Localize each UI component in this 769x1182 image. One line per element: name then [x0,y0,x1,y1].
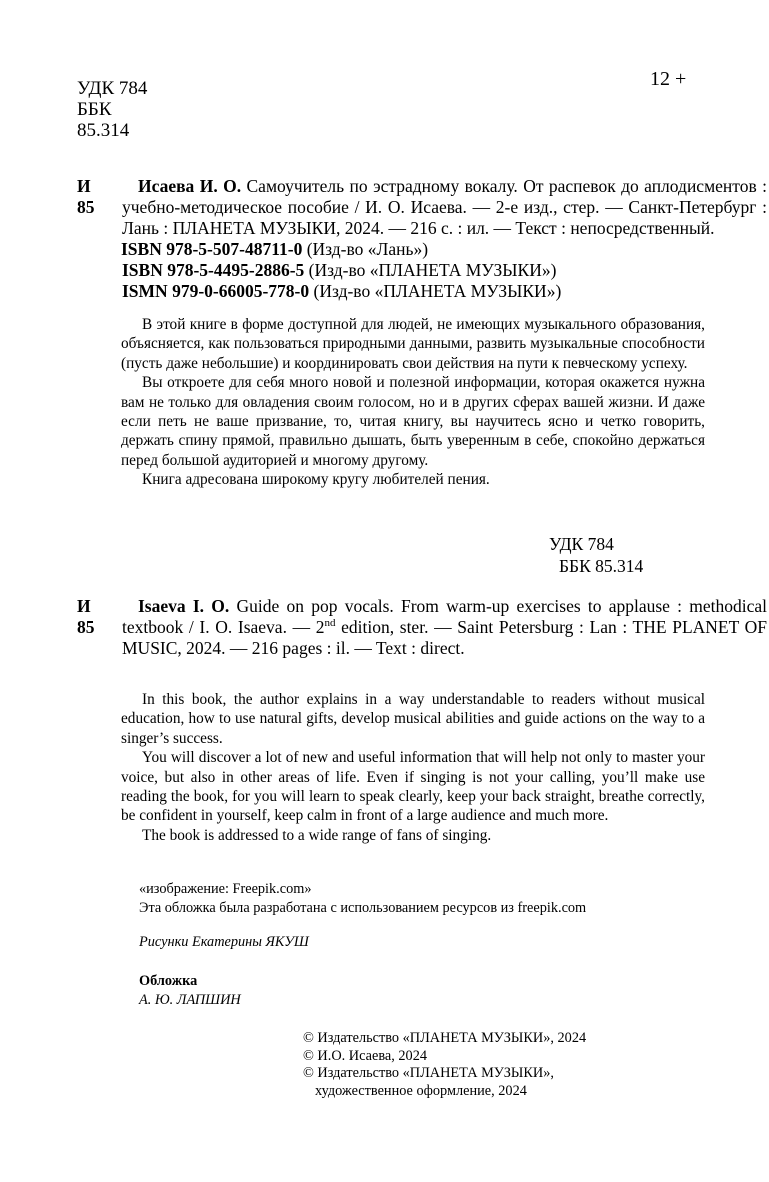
bbk-code: ББК 85.314 [559,556,644,576]
bbk-label: ББК [77,99,112,120]
ru-annotation-p3: Книга адресована широкому кругу любителей пения. [142,471,490,489]
ru-entry-author: Исаева И. О. [138,176,242,196]
en-annotation-p1: In this book, the author explains in a way understandable to readers without musical education, how to use natural gifts, develop musical abilities and guide actions on the way to a singer’s success. [121,691,705,747]
udk-code: УДК 784 [549,534,614,554]
ru-annotation-p2: Вы откроете для себя много новой и полезной информации, которая окажется нужна вам не только для овладения своим голосом, но и в других сферах вашей жизни. И даже если петь не ваше призвание, то, читая книгу, вы научитесь ясно и четко говорить, держать спину прямой, правильно дышать, быть уверенным в себе, спокойно держаться перед большой аудиторией и многому другому. [121,374,705,469]
copyright-block [303,1030,586,1100]
copyright-line-1: © Издательство «ПЛАНЕТА МУЗЫКИ», 2024 [303,1030,587,1046]
ru-annotation-p1: В этой книге в форме доступной для людей, не имеющих музыкального образования, объясняется, как пользоваться природными данными, развить музыкальные способности (пусть даже небольшие) и координировать свои действия на пути к певческому успеху. [121,316,705,372]
en-annotation-p2: You will discover a lot of new and useful information that will help not only to master your voice, but also in other areas of life. Even if singing is not your calling, you’ll make use reading the book, for you will learn to speak clearly, keep your back straight, breathe correctly, be confident in yourself, keep calm in front of a large audience and much more. [121,749,705,825]
illustrations-credit: Рисунки Екатерины ЯКУШ [139,934,309,950]
copyright-line-3: © Издательство «ПЛАНЕТА МУЗЫКИ», [303,1065,554,1081]
ru-entry-body [122,176,767,302]
isbn-line-2 [122,260,767,281]
en-annotation [121,690,705,845]
ru-entry-index: И 85 [77,176,95,217]
ru-annotation [121,315,705,490]
en-entry-index: И 85 [77,596,95,637]
isbn-1-number: ISBN 978-5-507-48711-0 [121,239,303,259]
edition-superscript: nd [324,617,336,630]
isbn-2-number: ISBN 978-5-4495-2886-5 [122,260,305,280]
isbn-1-publisher: (Изд-во «Лань») [306,239,429,259]
copyright-line-2: © И.О. Исаева, 2024 [303,1047,427,1064]
en-entry-author: Isaeva I. O. [138,596,230,616]
image-credit [139,880,586,918]
copyright-line-4: художественное оформление, 2024 [315,1082,527,1099]
top-classification [77,78,147,141]
ismn-number: ISMN 979-0-66005-778-0 [122,281,310,301]
en-entry-body [122,596,767,659]
cover-label: Обложка [139,973,198,989]
en-entry-description-a: Guide on pop vocals. From warm-up exercises to applause : methodical textbook / I. O. Isaeva. — 2 [122,596,768,637]
udk-label: УДК 784 [77,78,148,99]
classification-block [549,533,643,577]
cover-author: А. Ю. ЛАПШИН [139,992,241,1008]
bbk-value: 85.314 [77,120,130,141]
isbn-line-1 [121,239,767,260]
cover-credit [139,972,241,1010]
en-entry-description-b: edition, ster. — Saint Petersburg : Lan : THE PLANET OF MUSIC, 2024. — 216 pages : il. — Text : direct. [122,617,767,658]
ismn-publisher: (Изд-во «ПЛАНЕТА МУЗЫКИ») [313,281,562,301]
image-source: «изображение: Freepik.com» [139,881,312,897]
isbn-2-publisher: (Изд-во «ПЛАНЕТА МУЗЫКИ») [308,260,557,280]
age-rating: 12 + [650,68,687,90]
en-annotation-p3: The book is addressed to a wide range of fans of singing. [142,826,492,844]
ru-entry-description: Самоучитель по эстрадному вокалу. От распевок до аплодисментов : учебно-методическое пособие / И. О. Исаева. — 2-е изд., стер. — Санкт-Петербург : Лань : ПЛАНЕТА МУЗЫКИ, 2024. — 216 с. : ил. — Текст : непосредственный. [122,176,767,238]
ismn-line [122,281,767,302]
image-note: Эта обложка была разработана с использованием ресурсов из freepik.com [139,900,587,916]
